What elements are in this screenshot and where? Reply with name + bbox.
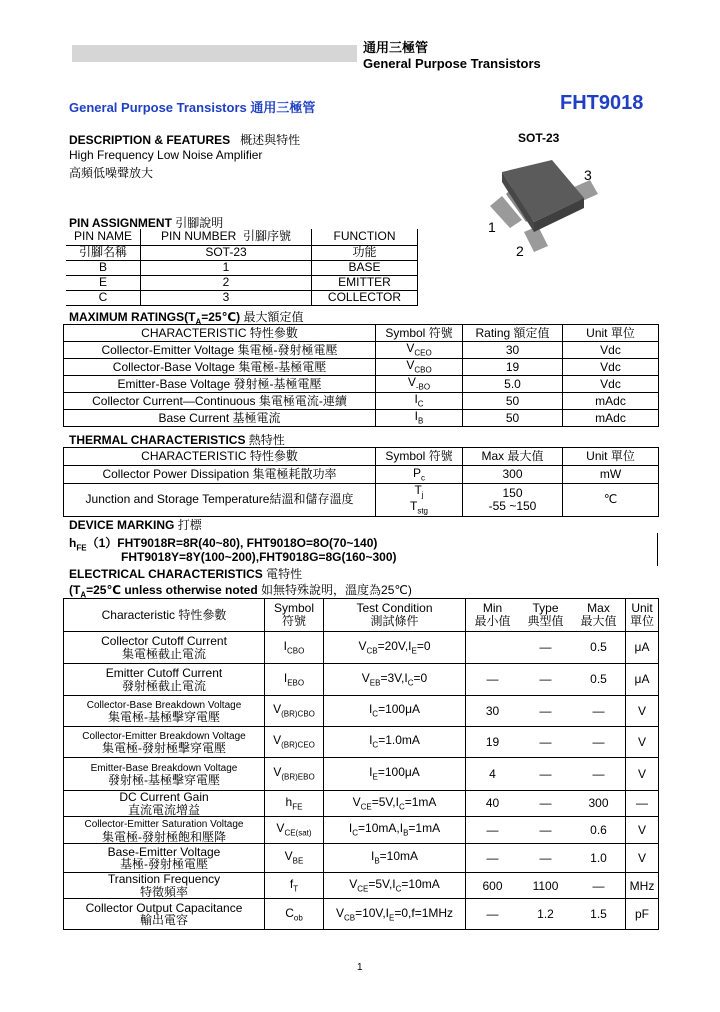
electrical-heading-cn: 電特性 xyxy=(266,567,303,581)
elec-symbol xyxy=(265,791,324,817)
thermal-char: Junction and Storage Temperature結溫和儲存溫度 xyxy=(64,484,376,517)
elec-max: — xyxy=(572,727,626,758)
max-char: Collector-Base Voltage 集電極-基極電壓 xyxy=(64,359,376,376)
elec-char-en: Emitter Cutoff Current xyxy=(105,665,223,680)
elec-symbol-sub: FE xyxy=(292,802,303,812)
elec-min: 19 xyxy=(466,727,520,758)
thermal-char-header: CHARACTERISTIC 特性參數 xyxy=(64,448,376,466)
sot23-package-drawing xyxy=(480,150,610,265)
elec-symbol-main: I xyxy=(283,638,287,653)
table-row xyxy=(64,664,659,696)
thermal-symbol-main: P xyxy=(412,465,421,480)
table-row xyxy=(64,727,659,758)
elec-unit: V xyxy=(626,817,659,844)
table-row xyxy=(64,484,659,517)
thermal-symbol-tj: T xyxy=(414,483,422,497)
thermal-max-tj: 150 xyxy=(502,486,523,501)
max-ratings-heading-cn: 最大額定值 xyxy=(243,310,304,324)
elec-test-header xyxy=(324,599,466,632)
thermal-heading-en: THERMAL CHARACTERISTICS xyxy=(69,433,246,447)
elec-char xyxy=(64,696,265,727)
description-heading-en: DESCRIPTION & FEATURES xyxy=(69,133,231,147)
elec-char-cn: 基極-發射極電壓 xyxy=(120,857,208,872)
elec-char xyxy=(64,817,265,844)
elec-symbol xyxy=(265,873,324,899)
elec-max: — xyxy=(572,873,626,899)
elec-symbol-main: h xyxy=(285,794,293,809)
table-row xyxy=(64,410,659,427)
elec-symbol xyxy=(265,696,324,727)
max-rating: 50 xyxy=(463,393,563,410)
elec-char-en: Collector-Emitter Saturation Voltage xyxy=(84,819,244,831)
elec-char-cn: 發射極-基極擊穿電壓 xyxy=(108,773,220,788)
elec-char-en: Collector-Base Breakdown Voltage xyxy=(86,699,242,711)
table-row xyxy=(64,791,659,817)
elec-unit: μA xyxy=(626,664,659,696)
electrical-cond-2: =25℃ unless otherwise noted xyxy=(86,583,258,597)
description-heading xyxy=(69,131,300,148)
elec-max: — xyxy=(572,696,626,727)
marking-heading-en: DEVICE MARKING xyxy=(69,518,175,532)
elec-test-condition: $V_{CB}=10V,I_E=0,f=1MHz$ xyxy=(324,899,466,930)
table-row xyxy=(64,393,659,410)
elec-typ: — xyxy=(519,758,572,791)
thermal-symbol-tj-sub: j xyxy=(421,490,424,500)
elec-symbol-header-cn: 符號 xyxy=(281,614,306,628)
elec-char-en: Collector Cutoff Current xyxy=(101,633,227,648)
electrical-cond-sub: A xyxy=(80,590,87,600)
electrical-heading xyxy=(69,565,302,582)
elec-typ: — xyxy=(519,664,572,696)
elec-unit: V xyxy=(626,844,659,873)
description-line-en: High Frequency Low Noise Amplifier xyxy=(69,148,263,162)
elec-char-en: DC Current Gain xyxy=(119,790,209,804)
thermal-symbol-tstg-sub: stg xyxy=(417,506,428,516)
pin-function: EMITTER xyxy=(312,275,418,290)
elec-symbol xyxy=(265,664,324,696)
elec-unit-header-en: Unit xyxy=(631,601,653,616)
elec-symbol-main: V xyxy=(273,765,282,780)
table-row xyxy=(64,899,659,930)
max-symbol-main: V xyxy=(407,375,416,390)
pin-number: 2 xyxy=(141,275,312,290)
part-number: FHT9018 xyxy=(560,92,644,114)
elec-min: 30 xyxy=(466,696,520,727)
elec-symbol-sub: CE(sat) xyxy=(284,828,312,838)
header-bar xyxy=(72,45,357,62)
table-row xyxy=(64,342,659,359)
elec-symbol-main: V xyxy=(284,849,293,864)
elec-max: 0.5 xyxy=(572,664,626,696)
elec-symbol xyxy=(265,632,324,664)
max-char: Base Current 基極電流 xyxy=(64,410,376,427)
elec-test-condition: $V_{EB}=3V,I_C=0$ xyxy=(324,664,466,696)
marking-line-2: FHT9018Y=8Y(100~200),FHT9018G=8G(160~300) xyxy=(121,550,397,564)
marking-line-1-text: （1）FHT9018R=8R(40~80), FHT9018O=8O(70~140) xyxy=(86,536,378,550)
marking-heading-cn: 打標 xyxy=(177,518,202,532)
thermal-symbol-tstg: T xyxy=(409,498,418,513)
elec-test-condition: $I_C=100\mu A$ xyxy=(324,696,466,727)
elec-typ-header xyxy=(519,599,572,632)
max-char-header: CHARACTERISTIC 特性參數 xyxy=(64,325,376,342)
pin-assignment-heading-en: PIN ASSIGNMENT xyxy=(69,216,172,230)
elec-test-header-en: Test Condition xyxy=(356,601,433,616)
elec-max: 1.5 xyxy=(572,899,626,930)
elec-typ: — xyxy=(519,696,572,727)
max-char: Emitter-Base Voltage 發射極-基極電壓 xyxy=(64,376,376,393)
elec-typ: — xyxy=(519,817,572,844)
elec-max: 1.0 xyxy=(572,844,626,873)
marking-box-edge xyxy=(657,533,658,566)
elec-typ: — xyxy=(519,727,572,758)
elec-symbol-sub: (BR)CEO xyxy=(281,740,315,750)
elec-symbol-sub: EBO xyxy=(287,678,305,687)
thermal-table xyxy=(63,447,659,517)
table-row xyxy=(64,632,659,664)
elec-char xyxy=(64,873,265,899)
elec-symbol xyxy=(265,844,324,873)
max-symbol-main: V xyxy=(406,358,415,373)
elec-symbol-sub: (BR)EBO xyxy=(281,772,315,782)
elec-char-cn: 集電極-發射極飽和壓降 xyxy=(102,829,226,844)
elec-char-en: Transition Frequency xyxy=(107,872,221,887)
elec-typ-header-en: Type xyxy=(532,601,559,616)
thermal-max: 300 xyxy=(463,466,563,484)
max-ratings-heading-end: =25℃) xyxy=(201,310,241,324)
elec-max-header xyxy=(572,599,626,632)
pin-package-header: SOT-23 xyxy=(141,245,312,260)
elec-test-condition: $I_C=1.0mA$ xyxy=(324,727,466,758)
header-title-cn: 通用三極管 xyxy=(363,40,429,55)
elec-char-cn: 直流電流增益 xyxy=(127,802,200,817)
elec-min: 4 xyxy=(466,758,520,791)
pin-function: COLLECTOR xyxy=(312,290,418,305)
header-title-en: General Purpose Transistors xyxy=(363,56,541,71)
elec-min: 40 xyxy=(466,791,520,817)
elec-min xyxy=(466,632,520,664)
max-symbol-sub: CEO xyxy=(414,348,432,358)
pin-number-header-en: PIN NUMBER xyxy=(160,229,237,244)
table-row xyxy=(64,873,659,899)
page-number: 1 xyxy=(357,962,363,973)
elec-test-condition: $I_B=10mA$ xyxy=(324,844,466,873)
elec-typ: — xyxy=(519,791,572,817)
elec-char xyxy=(64,632,265,664)
elec-test-condition: $I_E=100\mu A$ xyxy=(324,758,466,791)
elec-unit: V xyxy=(626,696,659,727)
thermal-heading xyxy=(69,431,285,448)
pin-assignment-table xyxy=(66,229,418,306)
table-row xyxy=(64,359,659,376)
pin-name: B xyxy=(66,260,141,275)
max-rating: 50 xyxy=(463,410,563,427)
elec-char xyxy=(64,791,265,817)
elec-symbol-main: V xyxy=(273,702,282,717)
elec-max: — xyxy=(572,758,626,791)
elec-symbol-sub: (BR)CBO xyxy=(281,709,315,719)
pin-function: BASE xyxy=(312,260,418,275)
elec-char-cn: 集電極-發射極擊穿電壓 xyxy=(102,741,226,756)
elec-min: 600 xyxy=(466,873,520,899)
max-symbol xyxy=(376,410,463,427)
elec-symbol-header xyxy=(265,599,324,632)
elec-test-condition: $V_{CE}=5V,I_C=10mA$ xyxy=(324,873,466,899)
elec-symbol-sub: T xyxy=(293,884,299,894)
thermal-symbol xyxy=(376,484,463,517)
elec-symbol xyxy=(265,727,324,758)
pin-number: 3 xyxy=(141,290,312,305)
thermal-char: Collector Power Dissipation 集電極耗散功率 xyxy=(64,466,376,484)
marking-hfe: h xyxy=(69,536,77,550)
pin-name-header: PIN NAME xyxy=(66,229,141,245)
elec-test-condition: $I_C=10mA,I_B=1mA$ xyxy=(324,817,466,844)
elec-max: 300 xyxy=(572,791,626,817)
max-unit: Vdc xyxy=(563,376,659,393)
elec-char xyxy=(64,758,265,791)
elec-symbol-sub: CBO xyxy=(287,646,305,655)
description-line-cn: 高頻低噪聲放大 xyxy=(69,166,154,180)
max-unit: mAdc xyxy=(563,410,659,427)
electrical-conditions xyxy=(69,581,412,599)
pin-name: E xyxy=(66,275,141,290)
elec-char xyxy=(64,899,265,930)
table-row xyxy=(64,844,659,873)
pin-name: C xyxy=(66,290,141,305)
pin-number-header xyxy=(141,229,312,245)
elec-typ-header-cn: 典型值 xyxy=(527,614,564,628)
table-row xyxy=(66,260,418,275)
pin-name-header-cn: 引腳名稱 xyxy=(66,245,141,260)
max-ratings-heading-en: MAXIMUM RATINGS(T xyxy=(69,310,196,324)
elec-typ: 1100 xyxy=(519,873,572,899)
elec-symbol-main: V xyxy=(276,821,285,836)
max-symbol-main: I xyxy=(414,409,418,424)
max-char: Collector-Emitter Voltage 集電極-發射極電壓 xyxy=(64,342,376,359)
elec-min: — xyxy=(466,899,520,930)
max-symbol-sub: B xyxy=(418,416,424,426)
elec-typ: — xyxy=(519,632,572,664)
max-rating-header: Rating 額定值 xyxy=(463,325,563,342)
elec-max-header-en: Max xyxy=(587,601,610,616)
elec-char-en: Base-Emitter Voltage xyxy=(107,844,221,859)
elec-char-en: Collector Output Capacitance xyxy=(85,900,243,915)
thermal-max-header: Max 最大值 xyxy=(463,448,563,466)
elec-char-header: Characteristic 特性參數 xyxy=(64,599,265,632)
elec-unit: — xyxy=(626,791,659,817)
elec-min-header xyxy=(466,599,520,632)
elec-unit: V xyxy=(626,758,659,791)
max-symbol-header: Symbol 符號 xyxy=(376,325,463,342)
elec-max: 0.6 xyxy=(572,817,626,844)
electrical-table xyxy=(63,598,659,930)
max-symbol-main: V xyxy=(406,341,415,356)
max-unit-header: Unit 單位 xyxy=(563,325,659,342)
package-name: SOT-23 xyxy=(518,131,560,145)
elec-typ: 1.2 xyxy=(519,899,572,930)
table-row xyxy=(66,275,418,290)
elec-char xyxy=(64,844,265,873)
doc-title: General Purpose Transistors 通用三極管 xyxy=(69,100,316,115)
elec-symbol-main: V xyxy=(273,733,282,748)
table-row xyxy=(66,290,418,305)
elec-max-header-cn: 最大值 xyxy=(580,614,617,628)
elec-unit-header xyxy=(626,599,659,632)
elec-min: — xyxy=(466,664,520,696)
elec-char-cn: 特徵頻率 xyxy=(139,884,188,899)
elec-typ: — xyxy=(519,844,572,873)
elec-unit: MHz xyxy=(626,873,659,899)
thermal-symbol-header: Symbol 符號 xyxy=(376,448,463,466)
elec-unit: pF xyxy=(626,899,659,930)
pin-number-header-cn: 引腳序號 xyxy=(243,229,292,244)
elec-char-cn: 集電極截止電流 xyxy=(121,646,206,661)
elec-char-cn: 發射極截止電流 xyxy=(121,678,206,693)
electrical-heading-en: ELECTRICAL CHARACTERISTICS xyxy=(69,567,263,581)
electrical-cond-1: (T xyxy=(69,583,81,597)
max-symbol-sub: C xyxy=(417,399,424,409)
elec-symbol-main: f xyxy=(289,876,294,891)
elec-unit-header-cn: 單位 xyxy=(629,614,654,628)
elec-min-header-en: Min xyxy=(482,601,503,616)
elec-test-condition: $V_{CE}=5V,I_C=1mA$ xyxy=(324,791,466,817)
max-symbol xyxy=(376,342,463,359)
elec-test-condition: $V_{CB}=20V,I_E=0$ xyxy=(324,632,466,664)
elec-min: — xyxy=(466,817,520,844)
max-symbol-sub: CBO xyxy=(414,365,432,375)
elec-symbol xyxy=(265,758,324,791)
pin-number: 1 xyxy=(141,260,312,275)
thermal-heading-cn: 熱特性 xyxy=(248,433,285,447)
max-rating: 5.0 xyxy=(463,376,563,393)
max-rating: 30 xyxy=(463,342,563,359)
max-unit: Vdc xyxy=(563,359,659,376)
elec-char-cn: 集電極-基極擊穿電壓 xyxy=(108,710,220,725)
thermal-max xyxy=(463,484,563,517)
pin2-label: 2 xyxy=(516,243,524,259)
max-unit: Vdc xyxy=(563,342,659,359)
elec-symbol xyxy=(265,817,324,844)
elec-char-en: Collector-Emitter Breakdown Voltage xyxy=(82,730,246,742)
elec-symbol-main: C xyxy=(285,905,294,920)
elec-symbol-header-en: Symbol xyxy=(273,601,314,616)
max-ratings-table xyxy=(63,324,659,427)
max-symbol xyxy=(376,376,463,393)
pin3-label: 3 xyxy=(584,167,592,183)
elec-min-header-cn: 最小值 xyxy=(474,614,511,628)
table-row xyxy=(64,466,659,484)
elec-char-cn: 輸出電容 xyxy=(139,913,188,928)
marking-hfe-sub: FE xyxy=(76,543,87,553)
thermal-symbol xyxy=(376,466,463,484)
description-heading-cn: 概述與特性 xyxy=(240,133,301,147)
pin1-label: 1 xyxy=(488,219,496,235)
function-header-cn: 功能 xyxy=(312,245,418,260)
elec-char xyxy=(64,664,265,696)
elec-symbol-sub: ob xyxy=(293,912,303,922)
max-symbol xyxy=(376,359,463,376)
max-unit: mAdc xyxy=(563,393,659,410)
max-symbol-sub: -BO xyxy=(415,382,431,392)
max-symbol-main: I xyxy=(414,392,418,407)
marking-heading xyxy=(69,516,202,533)
elec-unit: V xyxy=(626,727,659,758)
max-char: Collector Current—Continuous 集電極電流-連續 xyxy=(64,393,376,410)
thermal-unit-header: Unit 單位 xyxy=(563,448,659,466)
elec-min: — xyxy=(466,844,520,873)
thermal-unit: ℃ xyxy=(563,484,659,517)
thermal-unit: mW xyxy=(563,466,659,484)
table-row xyxy=(64,758,659,791)
table-row xyxy=(64,817,659,844)
elec-symbol xyxy=(265,899,324,930)
pin-assignment-heading-cn: 引腳說明 xyxy=(175,216,224,230)
table-row xyxy=(64,696,659,727)
max-ratings-heading-sub: A xyxy=(195,317,202,327)
elec-char xyxy=(64,727,265,758)
elec-symbol-main: I xyxy=(283,670,288,685)
elec-char-en: Emitter-Base Breakdown Voltage xyxy=(90,762,238,774)
table-row xyxy=(64,376,659,393)
electrical-cond-cn: 如無特殊說明，溫度為25℃) xyxy=(261,583,412,597)
max-rating: 19 xyxy=(463,359,563,376)
elec-symbol-sub: BE xyxy=(292,856,304,866)
thermal-max-tstg: -55 ~150 xyxy=(488,498,537,513)
max-symbol xyxy=(376,393,463,410)
function-header: FUNCTION xyxy=(312,229,418,245)
elec-max: 0.5 xyxy=(572,632,626,664)
elec-test-header-cn: 測試條件 xyxy=(370,614,419,628)
thermal-symbol-sub: c xyxy=(421,473,425,482)
elec-unit: μA xyxy=(626,632,659,664)
